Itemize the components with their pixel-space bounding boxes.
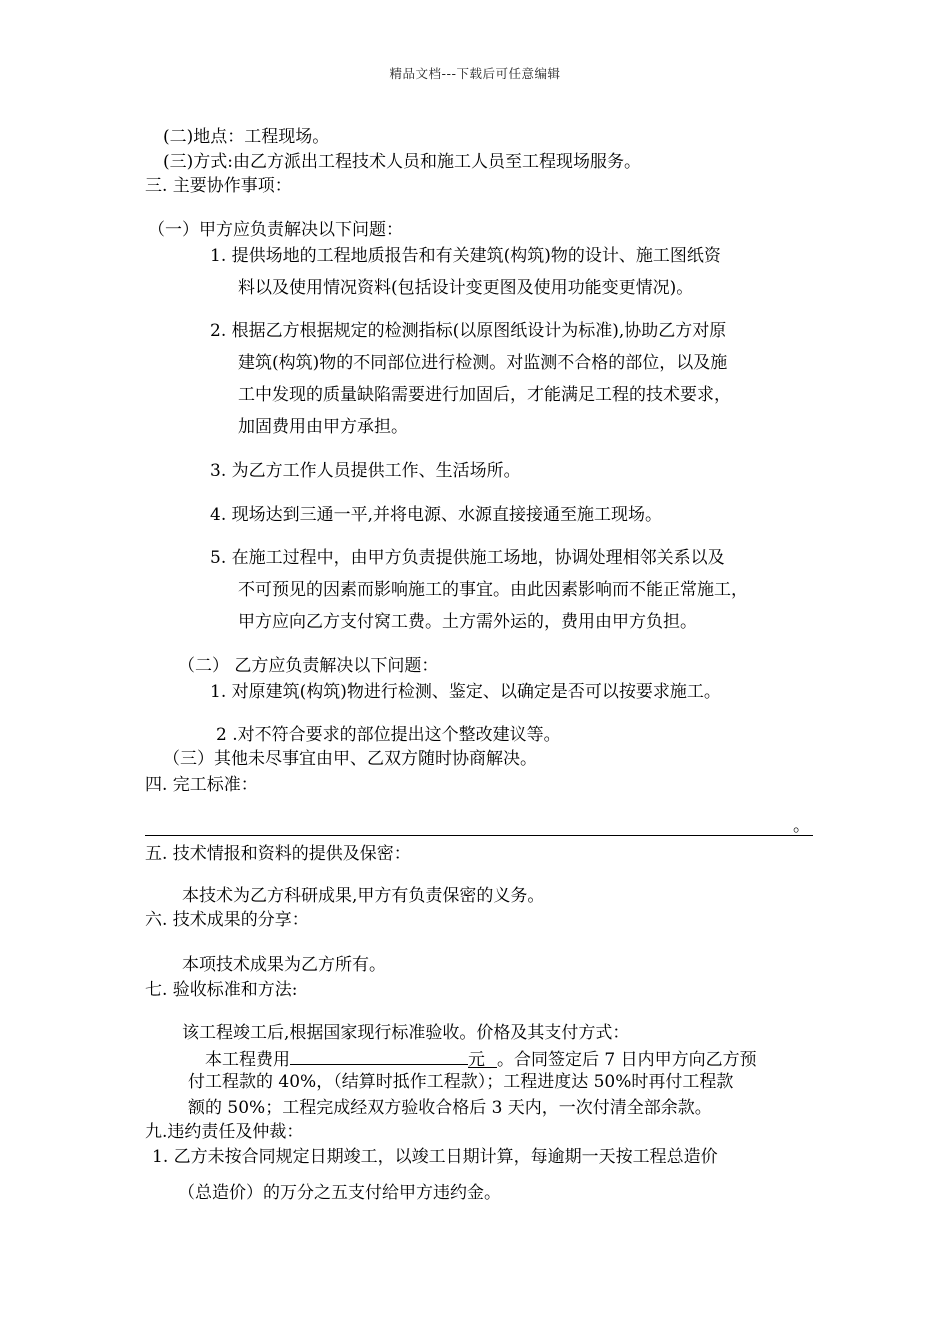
party-a-item-2-cont-3: 加固费用由甲方承担。: [238, 417, 408, 437]
party-a-item-5: 5. 在施工过程中，由甲方负责提供施工场地，协调处理相邻关系以及: [210, 548, 725, 568]
page-header: 精品文档---下载后可任意编辑: [389, 66, 561, 81]
payment-line: [205, 1046, 757, 1071]
party-a-item-2-cont-1: 建筑(构筑)物的不同部位进行检测。对监测不合格的部位，以及施: [238, 353, 728, 373]
completion-standard-period: 。: [793, 816, 810, 836]
section-7-heading: 七. 验收标准和方法:: [145, 980, 298, 1000]
payment-line-3: 额的 50%；工程完成经双方验收合格后 3 天内，一次付清全部余款。: [188, 1098, 712, 1118]
section-3-heading: 三. 主要协作事项：: [145, 176, 292, 196]
completion-standard-blank-line: [145, 835, 813, 836]
party-a-item-5-cont-1: 不可预见的因素而影响施工的事宜。由此因素影响而不能正常施工，: [238, 580, 748, 600]
amount-blank: [290, 1046, 468, 1065]
payment-label: 本工程费用: [205, 1050, 290, 1070]
breach-item-1: 1. 乙方未按合同规定日期竣工，以竣工日期计算，每逾期一天按工程总造价: [152, 1147, 718, 1167]
party-b-item-2: 2 .对不符合要求的部位提出这个整改建议等。: [216, 725, 561, 745]
party-b-heading: （二） 乙方应负责解决以下问题：: [178, 656, 439, 676]
payment-terms: 。合同签定后 7 日内甲方向乙方预: [497, 1050, 757, 1070]
party-b-item-1: 1. 对原建筑(构筑)物进行检测、鉴定、以确定是否可以按要求施工。: [210, 682, 721, 702]
payment-line-2: 付工程款的 40%，（结算时抵作工程款）；工程进度达 50%时再付工程款: [188, 1072, 734, 1092]
section-6-heading: 六. 技术成果的分享：: [145, 910, 309, 930]
section-4-heading: 四. 完工标准：: [145, 775, 258, 795]
section-9-heading: 九.违约责任及仲裁：: [145, 1122, 304, 1142]
party-a-item-2: 2. 根据乙方根据规定的检测指标(以原图纸设计为标准),协助乙方对原: [210, 321, 727, 341]
section-5-body: 本技术为乙方科研成果,甲方有负责保密的义务。: [182, 886, 545, 906]
party-a-item-4: 4. 现场达到三通一平,并将电源、水源直接接通至施工现场。: [210, 505, 663, 525]
party-a-item-1-cont: 料以及使用情况资料(包括设计变更图及使用功能变更情况)。: [238, 278, 694, 298]
section-2-3-method: (三)方式:由乙方派出工程技术人员和施工人员至工程现场服务。: [163, 152, 641, 172]
section-5-heading: 五. 技术情报和资料的提供及保密：: [145, 844, 411, 864]
party-a-item-2-cont-2: 工中发现的质量缺陷需要进行加固后，才能满足工程的技术要求，: [238, 385, 731, 405]
section-6-body: 本项技术成果为乙方所有。: [182, 955, 386, 975]
currency-unit: 元: [468, 1049, 497, 1068]
party-a-heading: （一）甲方应负责解决以下问题：: [148, 220, 403, 240]
section-3-3-other: （三）其他未尽事宜由甲、乙双方随时协商解决。: [163, 749, 537, 769]
party-a-item-1: 1. 提供场地的工程地质报告和有关建筑(构筑)物的设计、施工图纸资: [210, 246, 721, 266]
section-2-2-location: (二)地点：工程现场。: [163, 127, 330, 147]
party-a-item-5-cont-2: 甲方应向乙方支付窝工费。土方需外运的，费用由甲方负担。: [238, 612, 697, 632]
section-7-body: 该工程竣工后,根据国家现行标准验收。价格及其支付方式：: [182, 1023, 630, 1043]
party-a-item-3: 3. 为乙方工作人员提供工作、生活场所。: [210, 461, 521, 481]
breach-item-1-cont: （总造价）的万分之五支付给甲方违约金。: [178, 1183, 501, 1203]
